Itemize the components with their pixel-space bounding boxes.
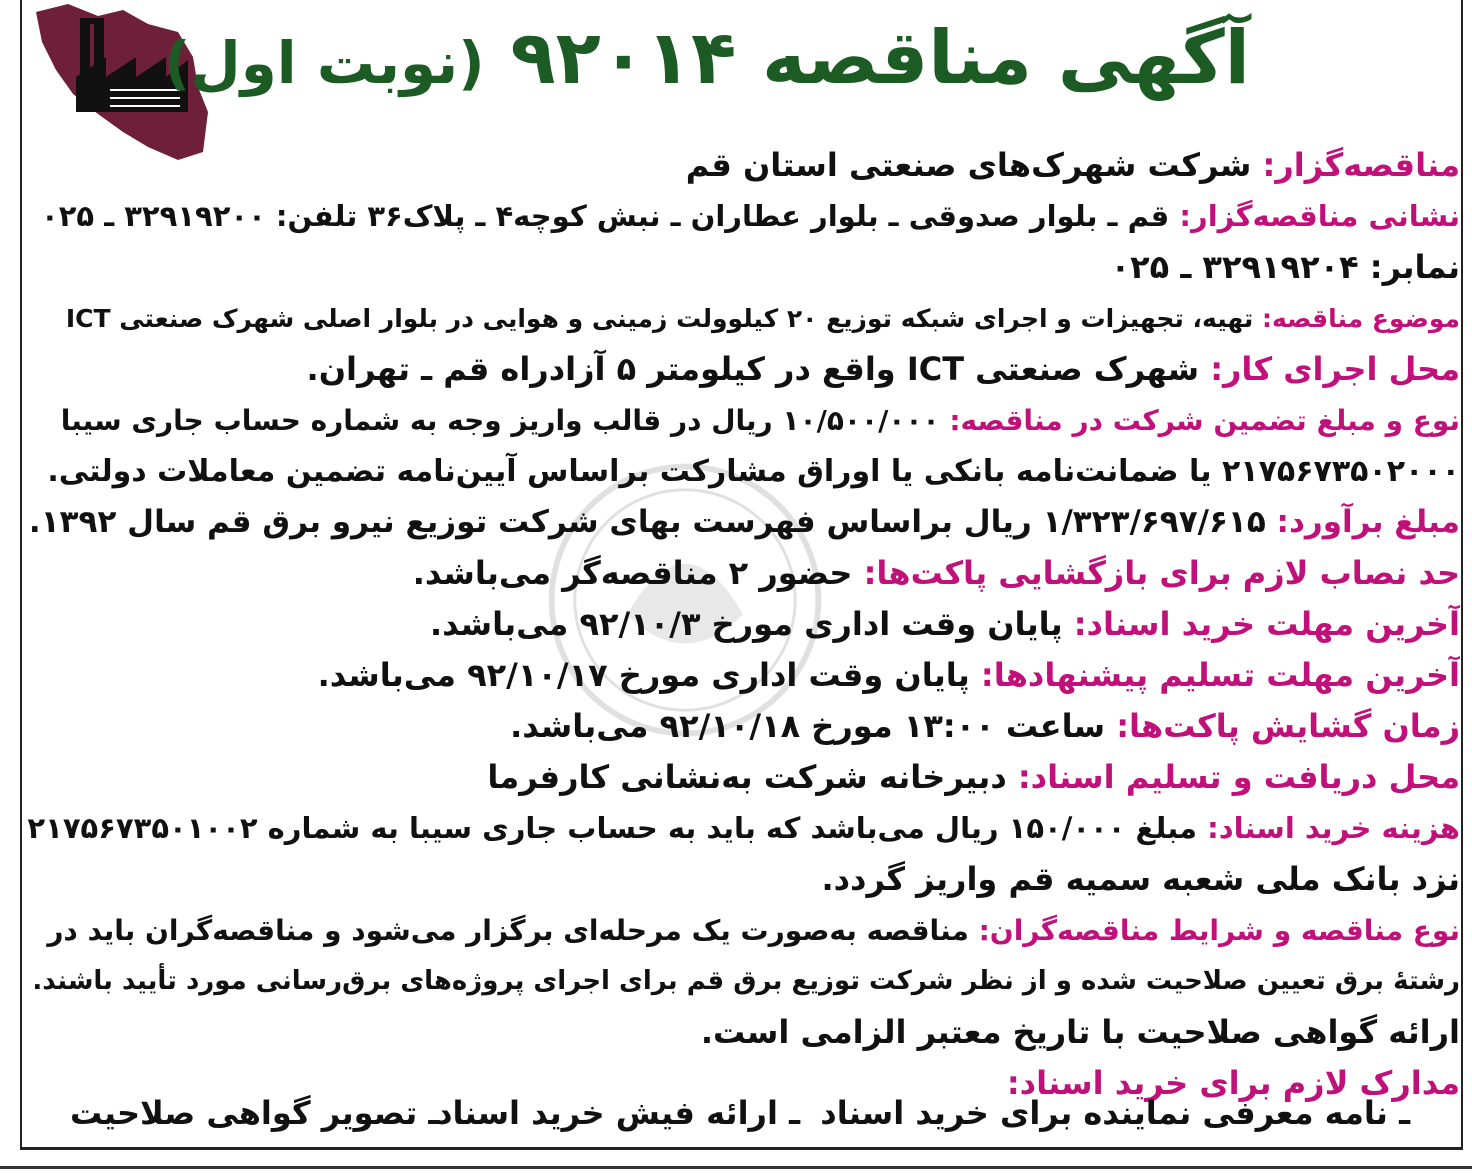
field-label: محل اجرای کار: xyxy=(1210,350,1460,388)
field-label: موضوع مناقصه: xyxy=(1262,304,1460,333)
notice-line xyxy=(26,395,1460,446)
field-value: نزد بانک ملی شعبه سمیه قم واریز گردد. xyxy=(821,860,1460,898)
notice-line xyxy=(26,599,1460,650)
field-value: نمابر: ۳۲۹۱۹۲۰۴ ـ ۰۲۵ xyxy=(1110,248,1460,286)
field-value: ۱۰/۵۰۰/۰۰۰ ریال در قالب واریز وجه به شماره حساب جاری سیبا xyxy=(60,404,950,437)
notice-line xyxy=(26,701,1460,752)
notice-line xyxy=(26,293,1460,344)
field-value: مناقصه به‌صورت یک مرحله‌ای برگزار می‌شود و مناقصه‌گران باید در xyxy=(47,914,979,947)
field-label: مبلغ برآورد: xyxy=(1276,504,1460,540)
notice-line xyxy=(26,803,1460,854)
field-value: ساعت ۱۳:۰۰ مورخ ۹۲/۱۰/۱۸ می‌باشد. xyxy=(510,707,1117,745)
notice-line xyxy=(26,1007,1460,1058)
field-value: ارائه گواهی صلاحیت با تاریخ معتبر الزامی است. xyxy=(700,1013,1460,1051)
notice-title xyxy=(163,8,1250,113)
field-value: حضور ۲ مناقصه‌گر می‌باشد. xyxy=(412,554,864,592)
field-value: شهرک صنعتی ICT واقع در کیلومتر ۵ آزادراه قم ـ تهران. xyxy=(306,350,1211,388)
field-label: نوع مناقصه و شرایط مناقصه‌گران: xyxy=(978,914,1460,947)
field-label: آخرین مهلت خرید اسناد: xyxy=(1073,605,1460,643)
field-value: ۱/۳۲۳/۶۹۷/۶۱۵ ریال براساس فهرست بهای شرکت توزیع نیرو برق قم سال ۱۳۹۲. xyxy=(28,504,1277,540)
document-item: ـ تصویر گواهی صلاحیت xyxy=(70,1094,440,1132)
notice-body xyxy=(26,140,1460,1109)
field-value: قم ـ بلوار صدوقی ـ بلوار عطاران ـ نبش کوچه۴ ـ پلاک۳۶ تلفن: ۳۲۹۱۹۲۰۰ ـ ۰۲۵ xyxy=(41,199,1180,233)
title-round: (نوبت اول) xyxy=(163,29,485,97)
field-value: تهیه، تجهیزات و اجرای شبکه توزیع ۲۰ کیلوولت زمینی و هوایی در بلوار اصلی شهرک صنعتی ICT xyxy=(65,304,1262,333)
notice-line xyxy=(26,242,1460,293)
title-main: آگهی مناقصه ۹۲۰۱۴ xyxy=(510,15,1250,101)
field-value: ۲۱۷۵۶۷۳۵۰۲۰۰۰ یا ضمانت‌نامه بانکی یا اوراق مشارکت براساس آیین‌نامه تضمین معاملات دولتی. xyxy=(47,454,1460,489)
field-label: نوع و مبلغ تضمین شرکت در مناقصه: xyxy=(949,404,1460,437)
field-value: دبیرخانه شرکت به‌نشانی کارفرما xyxy=(487,758,1018,796)
notice-line xyxy=(26,140,1460,191)
notice-line xyxy=(26,446,1460,497)
notice-line xyxy=(26,650,1460,701)
notice-line xyxy=(26,497,1460,548)
document-item: ـ ارائه فیش خرید اسناد xyxy=(436,1094,800,1132)
required-documents-list xyxy=(40,1088,1440,1138)
field-label: محل دریافت و تسلیم اسناد: xyxy=(1017,758,1460,796)
field-label: هزینه خرید اسناد: xyxy=(1207,811,1460,845)
field-value: پایان وقت اداری مورخ ۹۲/۱۰/۳ می‌باشد. xyxy=(429,605,1074,643)
field-value: شرکت شهرک‌های صنعتی استان قم xyxy=(685,146,1263,184)
notice-line xyxy=(26,956,1460,1007)
notice-line xyxy=(26,548,1460,599)
field-label: زمان گشایش پاکت‌ها: xyxy=(1116,707,1460,745)
notice-line xyxy=(26,854,1460,905)
field-value: پایان وقت اداری مورخ ۹۲/۱۰/۱۷ می‌باشد. xyxy=(317,656,981,694)
document-item: ـ نامه معرفی نماینده برای خرید اسناد xyxy=(820,1094,1410,1132)
bottom-divider xyxy=(0,1166,1472,1169)
field-label: مناقصه‌گزار: xyxy=(1262,146,1460,184)
field-label: آخرین مهلت تسلیم پیشنهادها: xyxy=(980,656,1460,694)
notice-line xyxy=(26,752,1460,803)
field-label: نشانی مناقصه‌گزار: xyxy=(1179,199,1460,233)
notice-line xyxy=(26,191,1460,242)
notice-line xyxy=(26,905,1460,956)
field-value: مبلغ ۱۵۰/۰۰۰ ریال می‌باشد که باید به حساب جاری سیبا به شماره ۲۱۷۵۶۷۳۵۰۱۰۰۲ xyxy=(27,811,1208,845)
field-value: رشتهٔ برق تعیین صلاحیت شده و از نظر شرکت توزیع برق قم برای اجرای پروژه‌های برق‌رسانی مورد تأیید باشند. xyxy=(32,966,1460,996)
field-label: مدارک لازم برای خرید اسناد: xyxy=(1006,1064,1460,1102)
field-label: حد نصاب لازم برای بازگشایی پاکت‌ها: xyxy=(863,554,1460,592)
notice-line xyxy=(26,344,1460,395)
